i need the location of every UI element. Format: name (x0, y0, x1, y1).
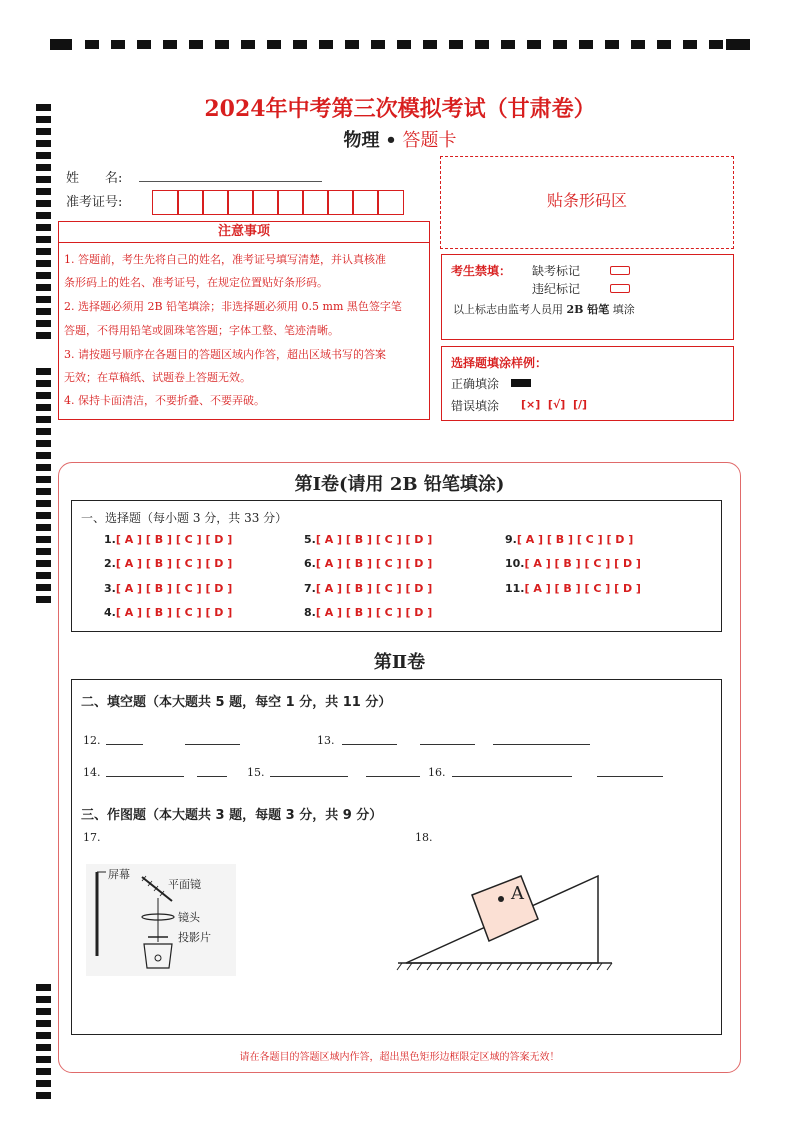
correct-fill-sample (511, 379, 531, 387)
choice-q9[interactable] (505, 533, 633, 546)
notice-line-2: 条形码上的姓名、准考证号，在规定位置贴好条形码。 (64, 276, 328, 289)
choice-q3[interactable] (104, 582, 232, 595)
exam-title: 2024年中考第三次模拟考试（甘肃卷） (204, 96, 596, 122)
part2-title: 第Ⅱ卷 (373, 652, 426, 673)
screen-label: 屏幕 (108, 868, 130, 881)
q12-number: 12. (83, 734, 101, 747)
q16-number: 16. (428, 766, 446, 779)
choice-options: [ A ] [ B ] [ C ] [ D ] (516, 533, 634, 546)
exam-id-boxes[interactable] (152, 190, 402, 215)
separator-dot: • (385, 130, 397, 151)
notice-line-6: 无效；在草稿纸、试题卷上答题无效。 (64, 371, 251, 384)
q-number: 1. (104, 533, 116, 546)
q-number: 4. (104, 606, 116, 619)
card-label: 答题卡 (402, 130, 457, 151)
forbidden-note-text: 以上标志由监考人员用 (453, 303, 563, 316)
q13-blank-1[interactable] (342, 744, 397, 745)
forbidden-label: 考生禁填： (451, 264, 512, 278)
draw-section-title: 三、作图题（本大题共 3 题，每题 3 分，共 9 分） (81, 808, 383, 823)
q15-blank-1[interactable] (270, 776, 348, 777)
q-number: 6. (304, 557, 316, 570)
q17-number: 17. (83, 831, 101, 844)
q-number: 9. (505, 533, 517, 546)
choice-q5[interactable] (304, 533, 432, 546)
choice-options: [ A ] [ B ] [ C ] [ D ] (115, 557, 233, 570)
absent-mark-box[interactable] (610, 266, 630, 275)
fill-section-title: 二、填空题（本大题共 5 题，每空 1 分，共 11 分） (81, 695, 392, 710)
id-label: 准考证号: (66, 195, 123, 210)
q-number: 3. (104, 582, 116, 595)
q13-blank-2[interactable] (420, 744, 475, 745)
choice-section-title: 一、选择题（每小题 3 分，共 33 分） (81, 511, 288, 525)
q14-blank-1[interactable] (106, 776, 184, 777)
q13-number: 13. (317, 734, 335, 747)
projector-figure (86, 864, 236, 976)
wrong-label: 错误填涂 (451, 399, 500, 413)
q12-blank-2[interactable] (185, 744, 240, 745)
q14-number: 14. (83, 766, 101, 779)
q18-number: 18. (415, 831, 433, 844)
q16-blank-2[interactable] (597, 776, 663, 777)
choice-options: [ A ] [ B ] [ C ] [ D ] (115, 533, 233, 546)
q-number: 2. (104, 557, 116, 570)
top-timing-marks (50, 37, 780, 51)
choice-q8[interactable] (304, 606, 432, 619)
choice-options: [ A ] [ B ] [ C ] [ D ] (524, 557, 641, 570)
name-label: 姓 名: (66, 171, 123, 186)
choice-options: [ A ] [ B ] [ C ] [ D ] (315, 533, 433, 546)
violation-mark-box[interactable] (610, 284, 630, 293)
footer-note: 请在各题目的答题区域内作答，超出黑色矩形边框限定区域的答案无效！ (239, 1052, 560, 1063)
choice-q1[interactable] (104, 533, 232, 546)
correct-label: 正确填涂 (451, 377, 500, 391)
q16-blank-1[interactable] (452, 776, 572, 777)
q12-blank-1[interactable] (106, 744, 143, 745)
notice-line-5: 3. 请按题号顺序在各题目的答题区域内作答，超出区域书写的答案 (64, 348, 386, 361)
forbidden-note-bold: 2B 铅笔 (566, 303, 610, 316)
part1-title: 第Ⅰ卷(请用 2B 铅笔填涂) (294, 474, 505, 495)
choice-options: [ A ] [ B ] [ C ] [ D ] (115, 606, 233, 619)
forbidden-note-end: 填涂 (612, 303, 635, 316)
notice-line-1: 1. 答题前，考生先将自己的姓名，准考证号填写清楚，并认真核准 (64, 253, 386, 266)
q-number: 5. (304, 533, 316, 546)
wrong-marks: [×] [√] [/] (521, 398, 588, 411)
choice-q10[interactable] (505, 557, 641, 570)
mirror-label: 平面镜 (168, 878, 201, 891)
choice-q6[interactable] (304, 557, 432, 570)
q14-blank-2[interactable] (197, 776, 227, 777)
slide-label: 投影片 (178, 931, 211, 944)
sample-label: 选择题填涂样例： (451, 356, 548, 370)
absent-label: 缺考标记 (532, 264, 581, 278)
lens-label: 镜头 (178, 911, 200, 924)
exam-subtitle (0, 126, 800, 152)
part2-box (71, 679, 722, 1035)
forbidden-note (453, 301, 635, 317)
q-number: 11. (505, 582, 525, 595)
choice-q11[interactable] (505, 582, 641, 595)
choice-q4[interactable] (104, 606, 232, 619)
choice-options: [ A ] [ B ] [ C ] [ D ] (115, 582, 233, 595)
choice-q7[interactable] (304, 582, 432, 595)
notice-line-3: 2. 选择题必须用 2B 铅笔填涂；非选择题必须用 0.5 mm 黑色签字笔 (64, 300, 402, 313)
q15-blank-2[interactable] (366, 776, 420, 777)
choice-options: [ A ] [ B ] [ C ] [ D ] (524, 582, 641, 595)
notice-line-4: 答题，不得用铅笔或圆珠笔答题；字体工整、笔迹清晰。 (64, 324, 339, 337)
choice-q2[interactable] (104, 557, 232, 570)
name-field[interactable] (139, 181, 322, 182)
notice-heading: 注意事项 (58, 221, 430, 243)
notice-line-7: 4. 保持卡面清洁，不要折叠、不要弄破。 (64, 394, 265, 407)
barcode-label: 贴条形码区 (546, 191, 627, 210)
incline-figure (394, 870, 616, 974)
choice-options: [ A ] [ B ] [ C ] [ D ] (315, 557, 433, 570)
subject-label: 物理 (343, 130, 380, 151)
q-number: 8. (304, 606, 316, 619)
choice-options: [ A ] [ B ] [ C ] [ D ] (315, 606, 433, 619)
q15-number: 15. (247, 766, 265, 779)
point-a-label: A (511, 883, 524, 904)
q-number: 10. (505, 557, 525, 570)
q13-blank-3[interactable] (493, 744, 590, 745)
choice-options: [ A ] [ B ] [ C ] [ D ] (315, 582, 433, 595)
violation-label: 违纪标记 (532, 282, 581, 296)
q-number: 7. (304, 582, 316, 595)
